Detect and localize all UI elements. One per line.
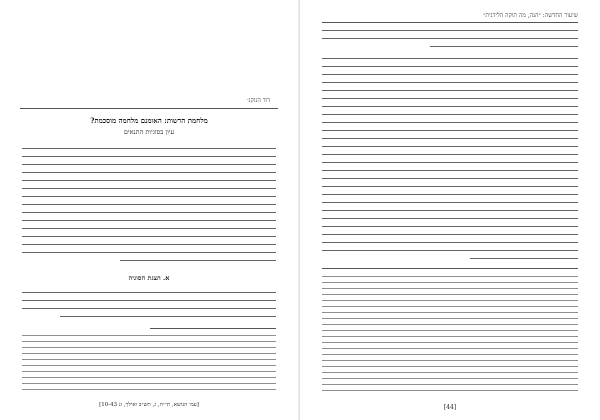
header-rule	[20, 108, 278, 109]
left-page-header: דוד הנוקנ׳	[247, 97, 270, 104]
section-title: א. הצגת הסוגיה	[128, 274, 170, 282]
footnote-rule	[322, 268, 578, 269]
footnote-rule	[150, 328, 276, 329]
right-page-header: שיעור החדשה: ״הנה, מה תוקה הלידנית״	[483, 12, 578, 19]
footer-reference: [עמ׳ הנושא, ת״״ה, ג, תש״ב ואילך, ונ 10-43]	[99, 402, 199, 408]
right-page	[300, 0, 600, 420]
chapter-subtitle: עיון בסוגיות התנאים	[123, 128, 175, 136]
page-number: [44]	[443, 404, 457, 411]
header-rule	[322, 22, 578, 23]
chapter-title: מלחמת הרשות: האומנם מלחמה מוסכמת?	[90, 116, 208, 125]
